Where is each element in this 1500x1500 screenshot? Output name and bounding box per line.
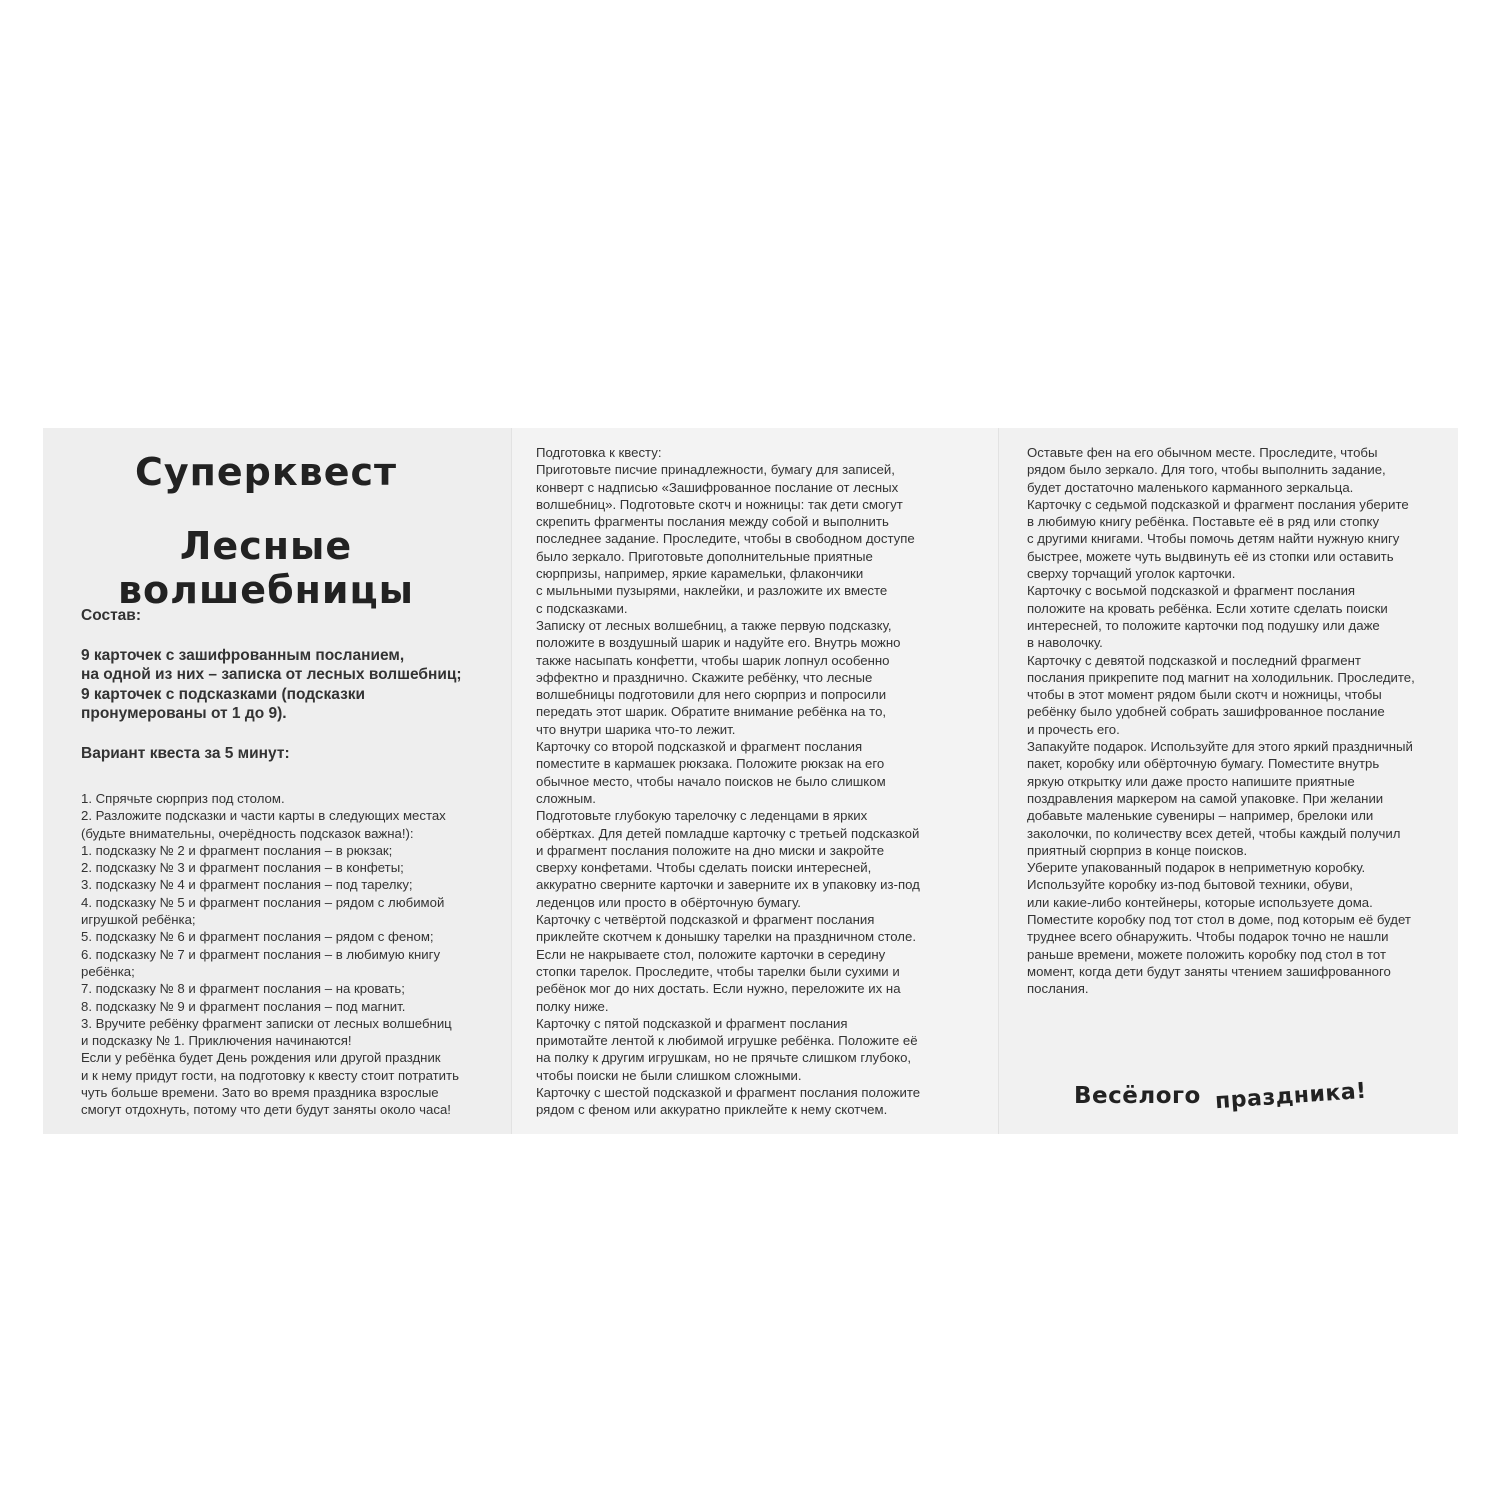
text-line: также насыпать конфетти, чтобы шарик лопнул особенно <box>536 652 890 668</box>
title-line-1: Суперквест <box>134 450 398 494</box>
text-line: обёртках. Для детей помладше карточку с третьей подсказкой <box>536 825 920 841</box>
text-line: сверху конфетами. Чтобы сделать поиски интересней, <box>536 860 872 876</box>
text-line: было зеркало. Приготовьте дополнительные приятные <box>536 548 873 564</box>
text-line: заколочки, по количеству всех детей, чтобы каждый получил <box>1027 825 1401 841</box>
text-line: труднее всего обнаружить. Чтобы подарок точно не нашли <box>1027 929 1389 945</box>
text-line: приятный сюрприз в конце поисков. <box>1027 842 1248 858</box>
text-line: Карточку с шестой подсказкой и фрагмент послания положите <box>536 1084 921 1100</box>
step-line: 1. Спрячьте сюрприз под столом. <box>81 791 285 806</box>
composition-block <box>81 606 501 763</box>
text-line: Карточку с пятой подсказкой и фрагмент послания <box>536 1015 848 1031</box>
text-line: ребёнок мог до них достать. Если нужно, переложите их на <box>536 981 901 997</box>
text-line: Подготовьте глубокую тарелочку с леденцами в ярких <box>536 808 868 824</box>
composition-heading: Состав: <box>81 607 141 624</box>
step-line: 1. подсказку № 2 и фрагмент послания – в рюкзак; <box>81 842 393 858</box>
text-line: и фрагмент послания положите на дно миски и закройте <box>536 842 885 858</box>
composition-line: 9 карточек с подсказками (подсказки <box>81 685 366 703</box>
title-line-2: Лесные волшебницы <box>117 524 415 612</box>
step-line: Если у ребёнка будет День рождения или другой праздник <box>81 1050 441 1066</box>
text-line: скрепить фрагменты послания между собой и выполнить <box>536 514 889 530</box>
text-line: примотайте лентой к любимой игрушке ребёнка. Положите её <box>536 1033 918 1049</box>
closing-word-1: Весёлого <box>1074 1083 1201 1109</box>
text-line: рядом с феном или аккуратно приклейте к нему скотчем. <box>536 1102 888 1118</box>
step-line: 3. Вручите ребёнку фрагмент записки от лесных волшебниц <box>81 1015 452 1031</box>
text-line: Карточку с девятой подсказкой и последний фрагмент <box>1027 652 1361 668</box>
text-line: Приготовьте писчие принадлежности, бумагу для записей, <box>536 462 895 478</box>
text-line: поздравления маркером на самой упаковке. При желании <box>1027 790 1384 806</box>
text-line: Карточку с восьмой подсказкой и фрагмент послания <box>1027 583 1356 599</box>
panel-right <box>998 428 1458 1134</box>
text-line: Уберите упакованный подарок в неприметную коробку. <box>1027 860 1366 876</box>
text-line: ребёнку было удобней собрать зашифрованное послание <box>1027 704 1385 720</box>
instructions-continued <box>1027 444 1458 998</box>
text-line: Оставьте фен на его обычном месте. Проследите, чтобы <box>1027 445 1378 460</box>
panel-left <box>43 428 511 1134</box>
text-line: интересней, то положите карточки под подушку или даже <box>1027 617 1380 633</box>
text-line: аккуратно сверните карточки и заверните их в упаковку из-под <box>536 877 920 893</box>
text-line: передать этот шарик. Обратите внимание ребёнка на то, <box>536 704 887 720</box>
step-line: 2. подсказку № 3 и фрагмент послания – в конфеты; <box>81 860 404 876</box>
text-line: послания. <box>1027 981 1089 997</box>
step-line: игрушкой ребёнка; <box>81 912 196 928</box>
composition-line: 9 карточек с зашифрованным посланием, <box>81 646 405 664</box>
text-line: быстрее, можете чуть выдвинуть её из стопки или оставить <box>1027 548 1394 564</box>
text-line: рядом было зеркало. Для того, чтобы выполнить задание, <box>1027 462 1386 478</box>
text-line: Записку от лесных волшебниц, а также первую подсказку, <box>536 617 892 633</box>
text-line: Подготовка к квесту: <box>536 445 662 460</box>
text-line: яркую открытку или даже просто напишите приятные <box>1027 773 1355 789</box>
text-line: чтобы поиски не были слишком сложными. <box>536 1067 802 1083</box>
variant-heading: Вариант квеста за 5 минут: <box>81 744 290 762</box>
text-line: добавьте маленькие сувениры – например, брелоки или <box>1027 808 1374 824</box>
text-line: полку ниже. <box>536 998 609 1014</box>
text-line: стопки тарелок. Проследите, чтобы тарелки были сухими и <box>536 963 900 979</box>
step-line: чуть больше времени. Зато во время праздника взрослые <box>81 1085 439 1101</box>
text-line: леденцов или просто в обёрточную бумагу. <box>536 894 801 910</box>
text-line: раньше времени, можете положить коробку под стол в тот <box>1027 946 1387 962</box>
step-line: 2. Разложите подсказки и части карты в следующих местах <box>81 808 446 824</box>
text-line: положите на кровать ребёнка. Если хотите сделать поиски <box>1027 600 1388 616</box>
composition-line: пронумерованы от 1 до 9). <box>81 705 287 722</box>
text-line: положите в воздушный шарик и надуйте его. Внутрь можно <box>536 635 901 651</box>
text-line: поместите в кармашек рюкзака. Положите рюкзак на его <box>536 756 885 772</box>
text-line: момент, когда дети будут заняты чтением зашифрованного <box>1027 963 1391 979</box>
step-line: и подсказку № 1. Приключения начинаются! <box>81 1033 352 1049</box>
text-line: будет достаточно маленького карманного зеркальца. <box>1027 479 1354 495</box>
panel-middle <box>511 428 998 1134</box>
text-line: сюрпризы, например, яркие карамельки, флакончики <box>536 566 864 582</box>
closing-word-2: праздника! <box>1214 1078 1368 1115</box>
step-line: 7. подсказку № 8 и фрагмент послания – на кровать; <box>81 981 405 997</box>
text-line: эффектно и празднично. Скажите ребёнку, что лесные <box>536 669 873 685</box>
text-line: волшебницы подготовили для него сюрприз и попросили <box>536 687 887 703</box>
text-line: Карточку с четвёртой подсказкой и фрагмент послания <box>536 912 875 928</box>
step-line: 8. подсказку № 9 и фрагмент послания – под магнит. <box>81 998 406 1014</box>
text-line: обычное место, чтобы начало поисков не было слишком <box>536 773 886 789</box>
step-line: 4. подсказку № 5 и фрагмент послания – рядом с любимой <box>81 894 445 910</box>
text-line: чтобы в этот момент рядом были скотч и ножницы, чтобы <box>1027 687 1382 703</box>
text-line: на полку к другим игрушкам, но не прячьте слишком глубоко, <box>536 1050 912 1066</box>
text-line: в любимую книгу ребёнка. Поставьте её в ряд или стопку <box>1027 514 1380 530</box>
text-line: пакет, коробку или обёрточную бумагу. Поместите внутрь <box>1027 756 1380 772</box>
step-line: и к нему придут гости, на подготовку к квесту стоит потратить <box>81 1067 459 1083</box>
text-line: последнее задание. Проследите, чтобы в свободном доступе <box>536 531 915 547</box>
text-line: сложным. <box>536 790 596 806</box>
step-line: 6. подсказку № 7 и фрагмент послания – в любимую книгу <box>81 946 441 962</box>
text-line: Поместите коробку под тот стол в доме, под которым её будет <box>1027 912 1411 928</box>
text-line: что внутри шарика что-то лежит. <box>536 721 736 737</box>
text-line: волшебниц». Подготовьте скотч и ножницы: так дети смогут <box>536 496 903 512</box>
text-line: послания прикрепите под магнит на холодильник. Проследите, <box>1027 669 1415 685</box>
preparation-text <box>536 444 998 1119</box>
step-line: смогут отдохнуть, потому что дети будут заняты около часа! <box>81 1102 451 1118</box>
text-line: Запакуйте подарок. Используйте для этого яркий праздничный <box>1027 739 1413 755</box>
text-line: приклейте скотчем к донышку тарелки на праздничном столе. <box>536 929 916 945</box>
text-line: Если не накрываете стол, положите карточки в середину <box>536 946 886 962</box>
step-line: (будьте внимательны, очерёдность подсказок важна!): <box>81 825 414 841</box>
text-line: Карточку с седьмой подсказкой и фрагмент послания уберите <box>1027 496 1409 512</box>
step-line: 3. подсказку № 4 и фрагмент послания – под тарелку; <box>81 877 413 893</box>
step-line: 5. подсказку № 6 и фрагмент послания – рядом с феном; <box>81 929 434 945</box>
text-line: Используйте коробку из-под бытовой техники, обуви, <box>1027 877 1353 893</box>
text-line: конверт с надписью «Зашифрованное послание от лесных <box>536 479 899 495</box>
text-line: в наволочку. <box>1027 635 1103 651</box>
steps-list <box>81 790 501 1119</box>
text-line: или какие-либо контейнеры, которые используете дома. <box>1027 894 1373 910</box>
step-line: ребёнка; <box>81 963 135 979</box>
text-line: и прочесть его. <box>1027 721 1120 737</box>
text-line: сверху торчащий уголок карточки. <box>1027 566 1236 582</box>
composition-line: на одной из них – записка от лесных волшебниц; <box>81 666 462 683</box>
instruction-sheet <box>43 428 1458 1134</box>
closing-greeting <box>1074 1078 1368 1115</box>
text-line: с другими книгами. Чтобы помочь детям найти нужную книгу <box>1027 531 1400 547</box>
text-line: с мыльными пузырями, наклейки, и разложите их вместе <box>536 583 888 599</box>
text-line: с подсказками. <box>536 600 628 616</box>
text-line: Карточку со второй подсказкой и фрагмент послания <box>536 739 863 755</box>
